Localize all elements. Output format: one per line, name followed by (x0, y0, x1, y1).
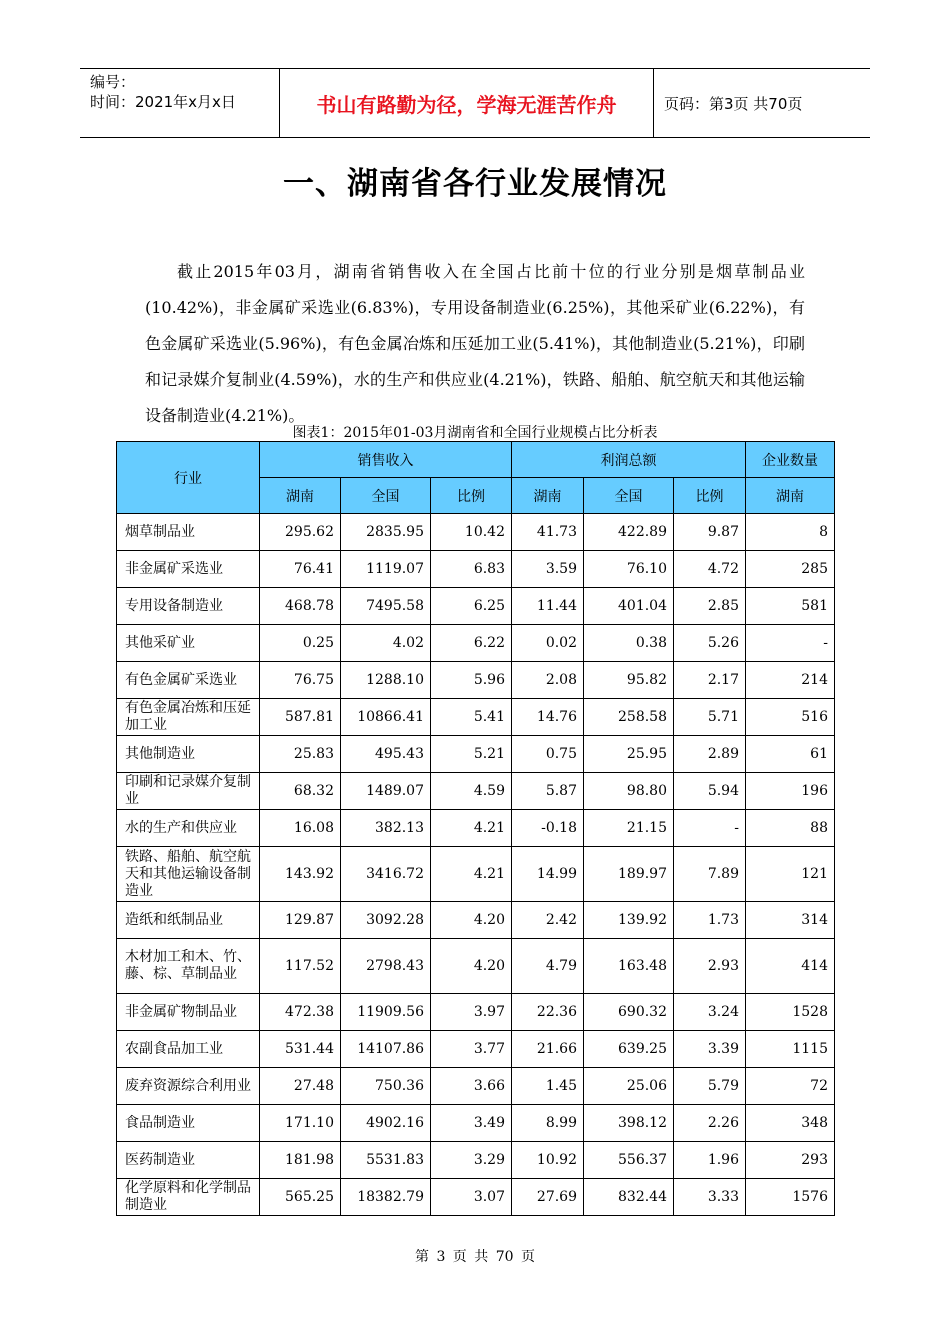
value-cell: 3.59 (512, 551, 584, 588)
value-cell: 1115 (746, 1031, 835, 1068)
industry-name-cell: 烟草制品业 (117, 514, 260, 551)
industry-name-cell: 专用设备制造业 (117, 588, 260, 625)
header-motto: 书山有路勤为径，学海无涯苦作舟 (280, 69, 654, 137)
value-cell: 214 (746, 662, 835, 699)
value-cell: 3.77 (431, 1031, 512, 1068)
header-page-label: 页码：第3页 共70页 (664, 94, 803, 113)
value-cell: -0.18 (512, 810, 584, 847)
value-cell: 16.08 (260, 810, 341, 847)
value-cell: 1.73 (674, 902, 746, 939)
value-cell: 468.78 (260, 588, 341, 625)
header-industry: 行业 (117, 442, 260, 514)
industry-name-cell: 印刷和记录媒介复制业 (117, 773, 260, 810)
table-row (117, 588, 835, 625)
table-row (117, 514, 835, 551)
header-profit-hunan: 湖南 (512, 478, 584, 514)
value-cell: 750.36 (341, 1068, 431, 1105)
table-body (117, 514, 835, 1216)
value-cell: 2835.95 (341, 514, 431, 551)
table-row (117, 736, 835, 773)
value-cell: 25.95 (584, 736, 674, 773)
value-cell: 2.93 (674, 939, 746, 994)
value-cell: 3.97 (431, 994, 512, 1031)
summary-paragraph: 截止2015年03月，湖南省销售收入在全国占比前十位的行业分别是烟草制品业(10.42%)，非金属矿采选业(6.83%)，专用设备制造业(6.25%)，其他采矿业(6.22%)，有色金属矿采选业(5.96%)，有色金属冶炼和压延加工业(5.41%)，其他制造业(5.21%)，印刷和记录媒介复制业(4.59%)，水的生产和供应业(4.21%)，铁路、船舶、航空航天和其他运输设备制造业(4.21%)。 (145, 262, 805, 425)
industry-name-cell: 造纸和纸制品业 (117, 902, 260, 939)
value-cell: 414 (746, 939, 835, 994)
table-row (117, 699, 835, 736)
value-cell: 21.15 (584, 810, 674, 847)
value-cell: 3.24 (674, 994, 746, 1031)
table-row (117, 662, 835, 699)
page-header (80, 68, 870, 138)
industry-share-table (116, 441, 835, 1216)
value-cell: 6.25 (431, 588, 512, 625)
header-meta (80, 69, 280, 137)
table-caption: 图表1：2015年01-03月湖南省和全国行业规模占比分析表 (292, 425, 658, 441)
value-cell: 0.75 (512, 736, 584, 773)
industry-name-cell: 铁路、船舶、航空航天和其他运输设备制造业 (117, 847, 260, 902)
industry-name-cell: 废弃资源综合利用业 (117, 1068, 260, 1105)
value-cell: 9.87 (674, 514, 746, 551)
page-footer: 第 3 页 共 70 页 (415, 1249, 535, 1265)
number-label: 编号： (90, 73, 136, 91)
value-cell: 14107.86 (341, 1031, 431, 1068)
value-cell: 1.96 (674, 1142, 746, 1179)
value-cell: 422.89 (584, 514, 674, 551)
header-count-hunan: 湖南 (746, 478, 835, 514)
industry-name-cell: 化学原料和化学制品制造业 (117, 1179, 260, 1216)
value-cell: 2.17 (674, 662, 746, 699)
value-cell: 0.38 (584, 625, 674, 662)
industry-name-cell: 农副食品加工业 (117, 1031, 260, 1068)
header-sales-national: 全国 (341, 478, 431, 514)
value-cell: 581 (746, 588, 835, 625)
value-cell: 531.44 (260, 1031, 341, 1068)
value-cell: 285 (746, 551, 835, 588)
industry-name-cell: 医药制造业 (117, 1142, 260, 1179)
value-cell: 18382.79 (341, 1179, 431, 1216)
industry-name-cell: 非金属矿物制品业 (117, 994, 260, 1031)
industry-name-cell: 其他制造业 (117, 736, 260, 773)
value-cell: 27.69 (512, 1179, 584, 1216)
date-label: 时间：2021年x月x日 (90, 93, 236, 111)
value-cell: 4.21 (431, 810, 512, 847)
value-cell: 76.41 (260, 551, 341, 588)
value-cell: 27.48 (260, 1068, 341, 1105)
table-row (117, 902, 835, 939)
value-cell: 556.37 (584, 1142, 674, 1179)
table-row (117, 939, 835, 994)
value-cell: 4.21 (431, 847, 512, 902)
value-cell: 690.32 (584, 994, 674, 1031)
value-cell: 5531.83 (341, 1142, 431, 1179)
table-row (117, 551, 835, 588)
header-profit-national: 全国 (584, 478, 674, 514)
industry-name-cell: 木材加工和木、竹、藤、棕、草制品业 (117, 939, 260, 994)
value-cell: 314 (746, 902, 835, 939)
value-cell: 72 (746, 1068, 835, 1105)
value-cell: 139.92 (584, 902, 674, 939)
value-cell: 639.25 (584, 1031, 674, 1068)
value-cell: - (746, 625, 835, 662)
value-cell: 382.13 (341, 810, 431, 847)
value-cell: 4902.16 (341, 1105, 431, 1142)
value-cell: 2.26 (674, 1105, 746, 1142)
value-cell: 14.99 (512, 847, 584, 902)
value-cell: 3.39 (674, 1031, 746, 1068)
value-cell: 95.82 (584, 662, 674, 699)
value-cell: 5.26 (674, 625, 746, 662)
value-cell: 22.36 (512, 994, 584, 1031)
table-row (117, 847, 835, 902)
industry-name-cell: 食品制造业 (117, 1105, 260, 1142)
header-profit-group: 利润总额 (512, 442, 746, 478)
value-cell: 41.73 (512, 514, 584, 551)
value-cell: 3416.72 (341, 847, 431, 902)
header-profit-ratio: 比例 (674, 478, 746, 514)
value-cell: 129.87 (260, 902, 341, 939)
table-row (117, 1179, 835, 1216)
value-cell: 61 (746, 736, 835, 773)
value-cell: 293 (746, 1142, 835, 1179)
value-cell: 1119.07 (341, 551, 431, 588)
value-cell: 76.75 (260, 662, 341, 699)
value-cell: - (674, 810, 746, 847)
value-cell: 196 (746, 773, 835, 810)
value-cell: 25.06 (584, 1068, 674, 1105)
value-cell: 189.97 (584, 847, 674, 902)
value-cell: 472.38 (260, 994, 341, 1031)
value-cell: 2.85 (674, 588, 746, 625)
value-cell: 258.58 (584, 699, 674, 736)
header-sales-hunan: 湖南 (260, 478, 341, 514)
value-cell: 14.76 (512, 699, 584, 736)
value-cell: 3.07 (431, 1179, 512, 1216)
industry-name-cell: 有色金属冶炼和压延加工业 (117, 699, 260, 736)
value-cell: 1576 (746, 1179, 835, 1216)
industry-name-cell: 其他采矿业 (117, 625, 260, 662)
value-cell: 6.83 (431, 551, 512, 588)
value-cell: 98.80 (584, 773, 674, 810)
value-cell: 2798.43 (341, 939, 431, 994)
value-cell: 3.66 (431, 1068, 512, 1105)
industry-name-cell: 有色金属矿采选业 (117, 662, 260, 699)
value-cell: 516 (746, 699, 835, 736)
value-cell: 10.92 (512, 1142, 584, 1179)
value-cell: 8 (746, 514, 835, 551)
value-cell: 5.71 (674, 699, 746, 736)
value-cell: 495.43 (341, 736, 431, 773)
value-cell: 401.04 (584, 588, 674, 625)
value-cell: 7495.58 (341, 588, 431, 625)
value-cell: 143.92 (260, 847, 341, 902)
table-row (117, 1068, 835, 1105)
value-cell: 3.29 (431, 1142, 512, 1179)
value-cell: 1489.07 (341, 773, 431, 810)
value-cell: 25.83 (260, 736, 341, 773)
value-cell: 4.02 (341, 625, 431, 662)
value-cell: 295.62 (260, 514, 341, 551)
value-cell: 68.32 (260, 773, 341, 810)
value-cell: 1288.10 (341, 662, 431, 699)
value-cell: 3.49 (431, 1105, 512, 1142)
value-cell: 832.44 (584, 1179, 674, 1216)
value-cell: 11909.56 (341, 994, 431, 1031)
section-title: 一、湖南省各行业发展情况 (283, 166, 667, 202)
industry-name-cell: 非金属矿采选业 (117, 551, 260, 588)
value-cell: 3.33 (674, 1179, 746, 1216)
value-cell: 117.52 (260, 939, 341, 994)
value-cell: 4.20 (431, 902, 512, 939)
value-cell: 2.42 (512, 902, 584, 939)
value-cell: 2.89 (674, 736, 746, 773)
value-cell: 4.20 (431, 939, 512, 994)
value-cell: 10.42 (431, 514, 512, 551)
value-cell: 5.94 (674, 773, 746, 810)
value-cell: 1.45 (512, 1068, 584, 1105)
value-cell: 10866.41 (341, 699, 431, 736)
header-sales-group: 销售收入 (260, 442, 512, 478)
value-cell: 5.79 (674, 1068, 746, 1105)
value-cell: 181.98 (260, 1142, 341, 1179)
value-cell: 5.21 (431, 736, 512, 773)
table-row (117, 1031, 835, 1068)
value-cell: 2.08 (512, 662, 584, 699)
value-cell: 88 (746, 810, 835, 847)
table-row (117, 1142, 835, 1179)
value-cell: 4.72 (674, 551, 746, 588)
value-cell: 76.10 (584, 551, 674, 588)
table-row (117, 994, 835, 1031)
header-count-group: 企业数量 (746, 442, 835, 478)
value-cell: 3092.28 (341, 902, 431, 939)
header-sales-ratio: 比例 (431, 478, 512, 514)
value-cell: 171.10 (260, 1105, 341, 1142)
value-cell: 5.96 (431, 662, 512, 699)
value-cell: 348 (746, 1105, 835, 1142)
value-cell: 163.48 (584, 939, 674, 994)
value-cell: 7.89 (674, 847, 746, 902)
table-row (117, 1105, 835, 1142)
value-cell: 4.59 (431, 773, 512, 810)
value-cell: 6.22 (431, 625, 512, 662)
table-row (117, 625, 835, 662)
value-cell: 398.12 (584, 1105, 674, 1142)
value-cell: 587.81 (260, 699, 341, 736)
value-cell: 5.87 (512, 773, 584, 810)
value-cell: 0.25 (260, 625, 341, 662)
value-cell: 11.44 (512, 588, 584, 625)
table-row (117, 810, 835, 847)
value-cell: 5.41 (431, 699, 512, 736)
value-cell: 8.99 (512, 1105, 584, 1142)
industry-name-cell: 水的生产和供应业 (117, 810, 260, 847)
value-cell: 0.02 (512, 625, 584, 662)
value-cell: 4.79 (512, 939, 584, 994)
value-cell: 1528 (746, 994, 835, 1031)
value-cell: 21.66 (512, 1031, 584, 1068)
value-cell: 121 (746, 847, 835, 902)
table-row (117, 773, 835, 810)
value-cell: 565.25 (260, 1179, 341, 1216)
